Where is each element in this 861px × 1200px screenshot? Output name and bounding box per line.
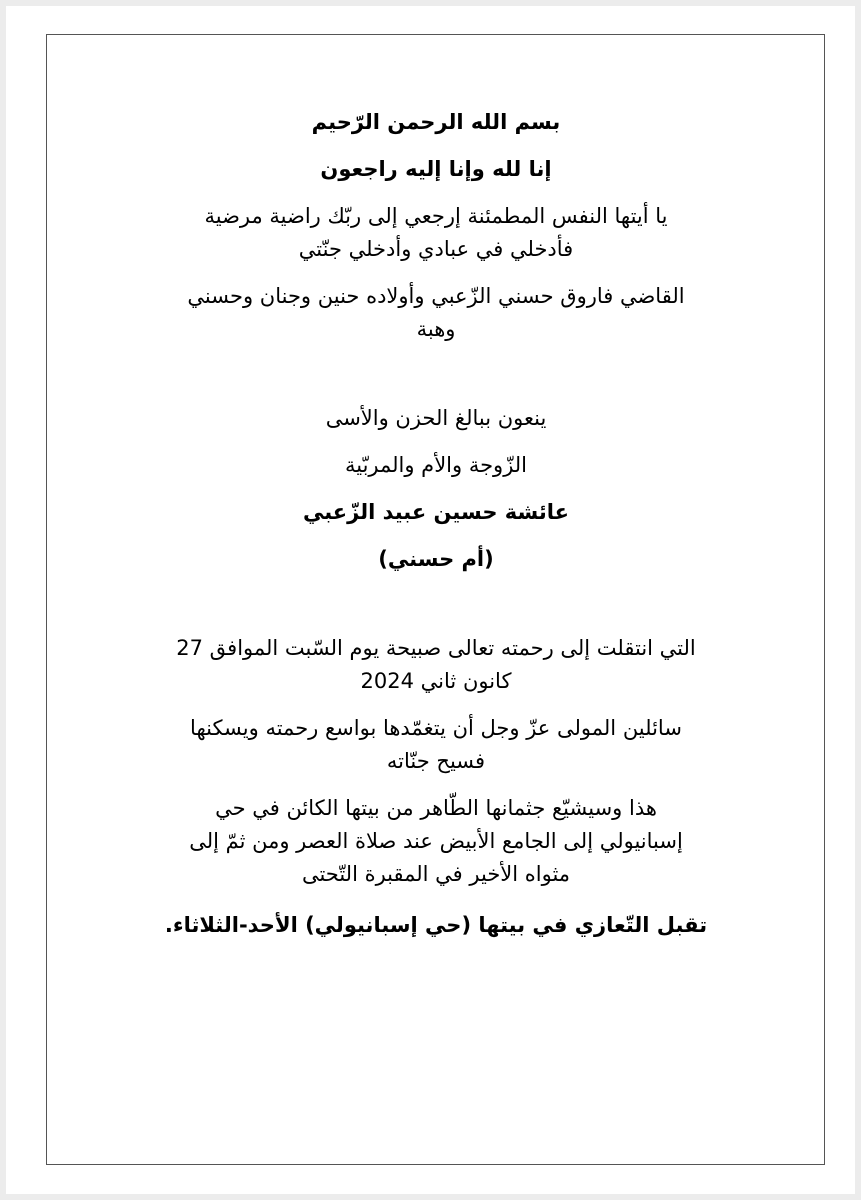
mourning-line: ينعون ببالغ الحزن والأسى <box>325 406 547 430</box>
family-line-2: وهبة <box>416 317 456 341</box>
relation-line: الزّوجة والأم والمربّية <box>344 453 528 477</box>
verse-line-2: فأدخلي في عبادي وأدخلي جنّتي <box>298 237 574 261</box>
funeral-line-1: هذا وسيشيّع جثمانها الطّاهر من بيتها الكائن في حي <box>215 796 657 820</box>
deceased-name: عائشة حسين عبيد الزّعبي <box>302 500 570 524</box>
death-date-line-1: التي انتقلت إلى رحمته تعالى صبيحة يوم السّبت الموافق 27 <box>176 636 696 660</box>
family-line-1: القاضي فاروق حسني الزّعبي وأولاده حنين وجنان وحسني <box>187 284 685 308</box>
condolences-line: تقبل التّعازي في بيتها (حي إسبانيولي) الأحد-الثلاثاء. <box>164 913 708 937</box>
prayer-line-2: فسيح جنّاته <box>386 749 486 773</box>
deceased-nickname: (أم حسني) <box>378 547 494 571</box>
inna-lillah: إنا لله وإنا إليه راجعون <box>320 157 552 181</box>
document-sheet <box>6 6 855 1194</box>
obituary-text <box>136 106 736 942</box>
funeral-line-2: إسبانيولي إلى الجامع الأبيض عند صلاة العصر ومن ثمّ إلى <box>189 829 683 853</box>
death-date-line-2: كانون ثاني 2024 <box>360 669 512 693</box>
basmala: بسم الله الرحمن الرّحيم <box>311 110 561 134</box>
funeral-line-3: مثواه الأخير في المقبرة التّحتى <box>301 862 571 886</box>
verse-line-1: يا أيتها النفس المطمئنة إرجعي إلى ربّك راضية مرضية <box>204 204 668 228</box>
prayer-line-1: سائلين المولى عزّ وجل أن يتغمّدها بواسع رحمته ويسكنها <box>190 716 682 740</box>
